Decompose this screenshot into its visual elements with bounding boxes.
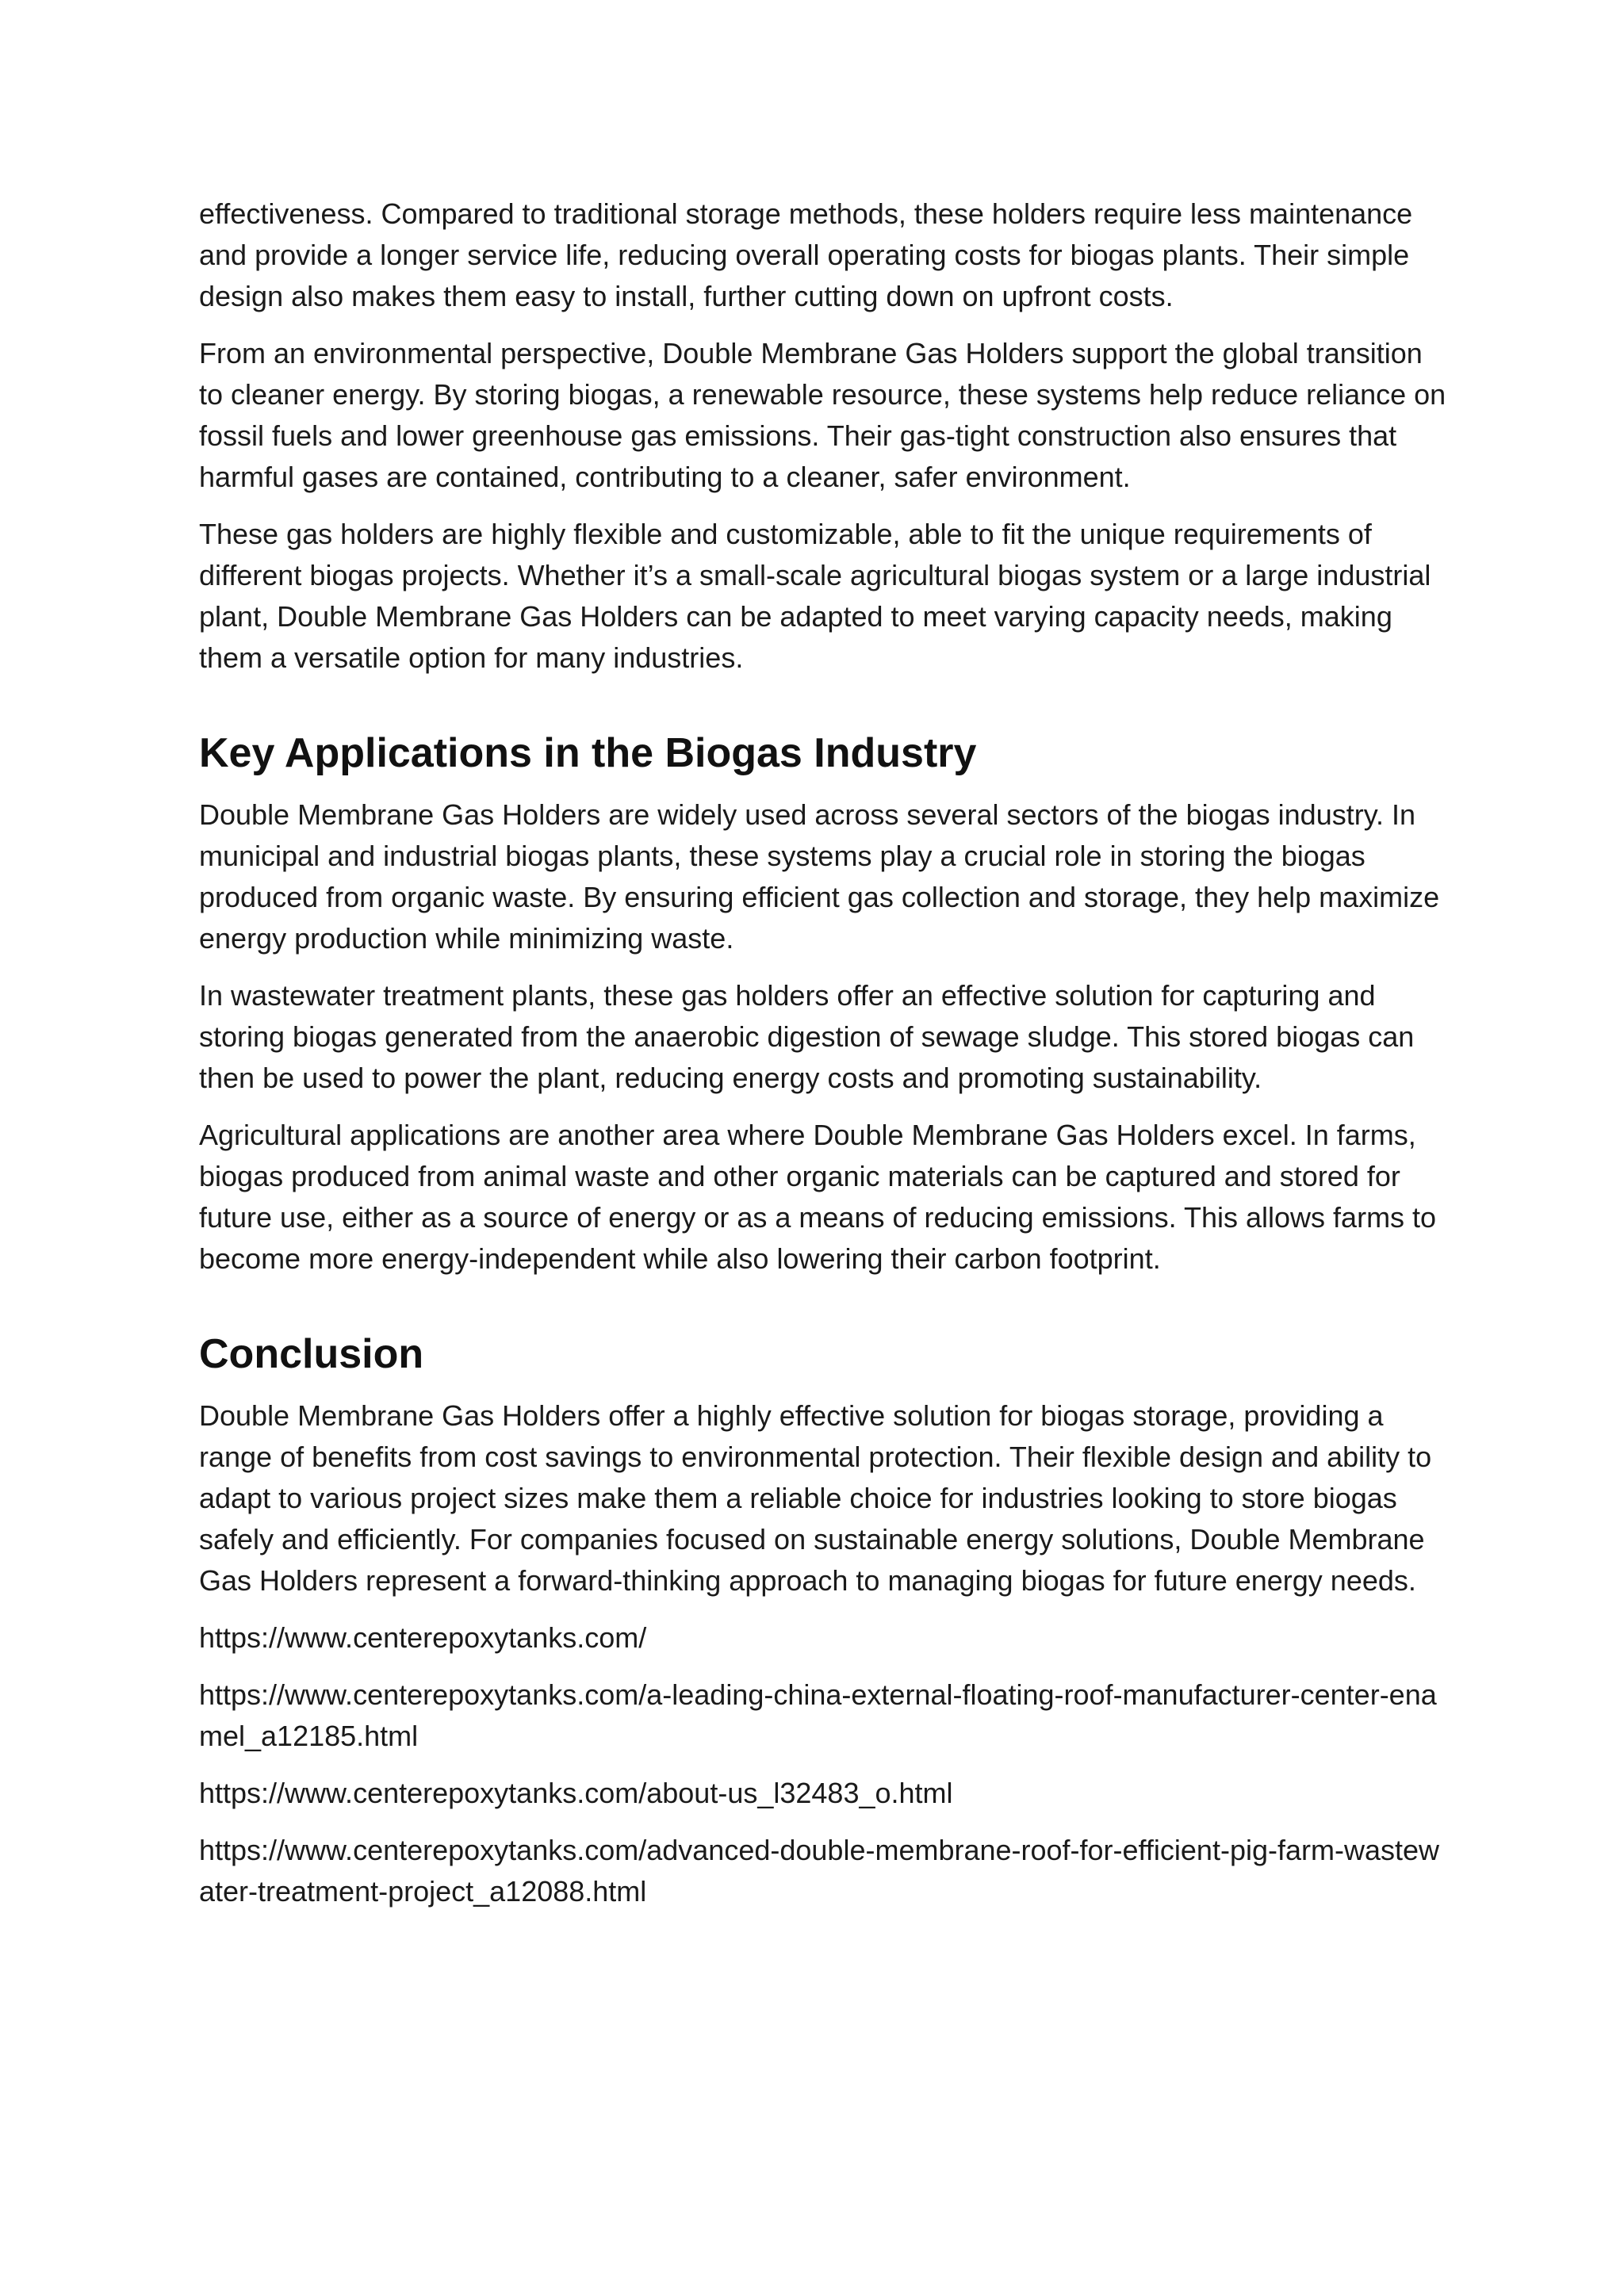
conclusion-paragraph-1: Double Membrane Gas Holders offer a highly effective solution for biogas storage, providing a range of benefits from cost savings to environmental protection. Their flexible design and ability to adapt to various project sizes make them a reliable choice for industries looking to store biogas safely and efficiently. For companies focused on sustainable energy solutions, Double Membrane Gas Holders represent a forward-thinking approach to managing biogas for future energy needs. — [199, 1399, 1432, 1597]
intro-paragraph-3: These gas holders are highly flexible and customizable, able to fit the unique requirements of different biogas projects. Whether it’s a small-scale agricultural biogas system or a large industrial plant, Double Membrane Gas Holders can be adapted to meet varying capacity needs, making them a versatile option for many industries. — [199, 518, 1431, 674]
applications-paragraph-2: In wastewater treatment plants, these gas holders offer an effective solution for capturing and storing biogas generated from the anaerobic digestion of sewage sludge. This stored biogas can then be used to power the plant, reducing energy costs and promoting sustainability. — [199, 979, 1415, 1094]
link-homepage[interactable]: https://www.centerepoxytanks.com/ — [199, 1621, 647, 1654]
applications-paragraph-3: Agricultural applications are another area where Double Membrane Gas Holders excel. In farms, biogas produced from animal waste and other organic materials can be captured and stored for future use, either as a source of energy or as a means of reducing emissions. This allows farms to become more energy-independent while also lowering their carbon footprint. — [199, 1119, 1437, 1275]
document-page — [199, 193, 1452, 1928]
applications-paragraph-1: Double Membrane Gas Holders are widely used across several sectors of the biogas industry. In municipal and industrial biogas plants, these systems play a crucial role in storing the biogas produced from organic waste. By ensuring efficient gas collection and storage, they help maximize energy production while minimizing waste. — [199, 798, 1440, 955]
conclusion-heading: Conclusion — [199, 1331, 424, 1377]
link-about-us[interactable]: https://www.centerepoxytanks.com/about-us_l32483_o.html — [199, 1777, 953, 1809]
link-double-membrane-article[interactable]: https://www.centerepoxytanks.com/advanced-double-membrane-roof-for-efficient-pig-farm-wastewater-treatment-project_a12088.html — [199, 1834, 1439, 1908]
applications-heading: Key Applications in the Biogas Industry — [199, 730, 977, 776]
intro-paragraph-2: From an environmental perspective, Double Membrane Gas Holders support the global transition to cleaner energy. By storing biogas, a renewable resource, these systems help reduce reliance on fossil fuels and lower greenhouse gas emissions. Their gas-tight construction also ensures that harmful gases are contained, contributing to a cleaner, safer environment. — [199, 337, 1446, 493]
link-floating-roof-article[interactable]: https://www.centerepoxytanks.com/a-leading-china-external-floating-roof-manufacturer-center-enamel_a12185.html — [199, 1678, 1437, 1752]
intro-paragraph-1: effectiveness. Compared to traditional storage methods, these holders require less maintenance and provide a longer service life, reducing overall operating costs for biogas plants. Their simple design also makes them easy to install, further cutting down on upfront costs. — [199, 197, 1413, 312]
